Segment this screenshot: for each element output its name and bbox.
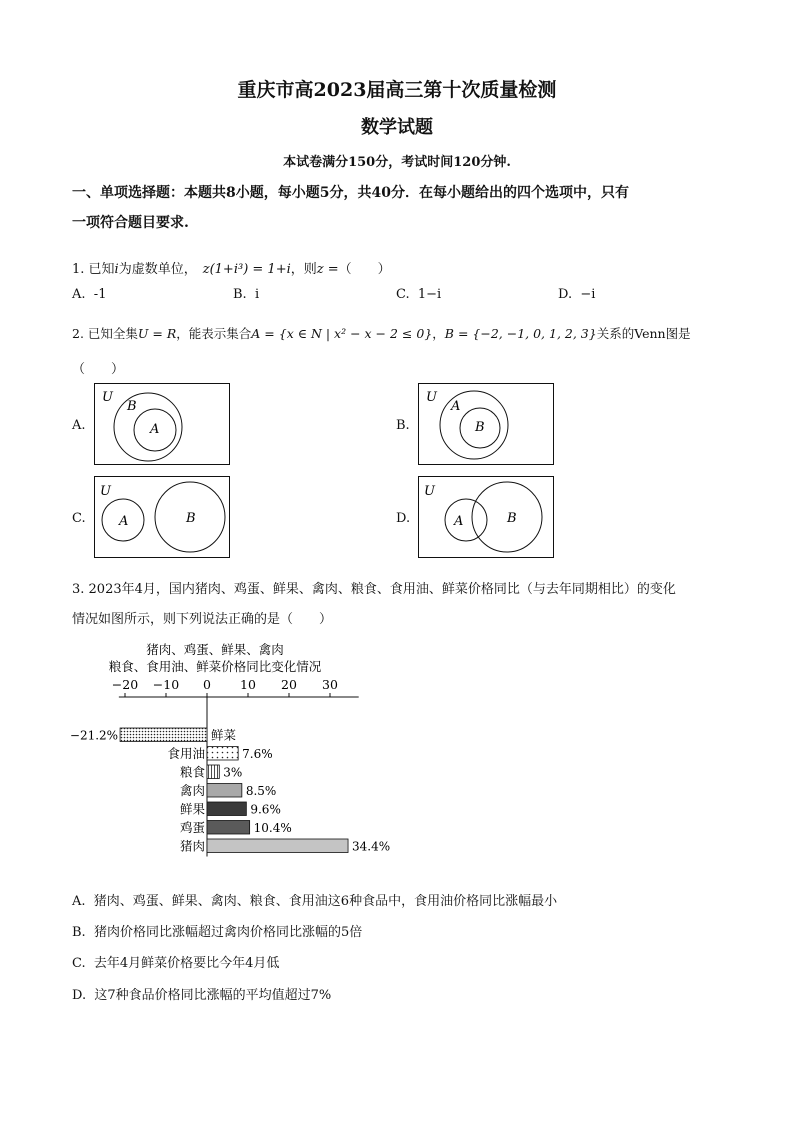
q2-set-a: A = {x ∈ N | x² − x − 2 ≤ 0} — [251, 326, 433, 341]
category-label: 鲜菜 — [211, 727, 237, 743]
q2-paren: （ ） — [72, 362, 125, 377]
venn-diagram-d[interactable] — [418, 476, 554, 558]
question-3-stem-cont: 情况如图所示，则下列说法正确的是（ ） — [72, 612, 333, 627]
category-label: 禽肉 — [179, 783, 205, 798]
option-key: C. — [72, 956, 86, 971]
question-1-stem — [72, 258, 391, 277]
option-text: 猪肉价格同比涨幅超过禽肉价格同比涨幅的5倍 — [93, 925, 363, 940]
q1-z-eq: z = — [316, 262, 339, 277]
q1-stem-b: 为虚数单位， — [118, 262, 197, 277]
q1-paren: （ ） — [338, 262, 391, 277]
option-key: A. — [72, 894, 86, 909]
option-text: 猪肉、鸡蛋、鲜果、禽肉、粮食、食用油这6种食品中，食用油价格同比涨幅最小 — [93, 894, 558, 909]
bar-1 — [120, 728, 207, 742]
bar-5 — [207, 802, 246, 816]
x-tick-label: 20 — [281, 677, 297, 692]
q1-i-symbol: i — [114, 262, 119, 277]
q3-option-c[interactable] — [72, 952, 279, 971]
option-text: 去年4月鲜菜价格要比今年4月低 — [93, 956, 280, 971]
venn-c-left-label: A — [119, 514, 129, 529]
option-text: −i — [580, 287, 596, 302]
category-label: 猪肉 — [179, 838, 205, 854]
subject-title: 数学试题 — [361, 117, 433, 138]
q1-option-a[interactable] — [72, 287, 106, 302]
venn-a-inner-label: A — [150, 422, 160, 437]
q1-option-d[interactable] — [558, 287, 595, 302]
venn-a-outer-label: B — [127, 399, 137, 414]
venn-c-right-label: B — [186, 511, 196, 526]
venn-b-u-label: U — [426, 390, 437, 405]
q1-equation: z(1+i³) = 1+i — [202, 262, 291, 277]
price-change-bar-chart — [60, 640, 410, 860]
venn-diagram-c[interactable] — [94, 476, 230, 558]
q3-option-a[interactable] — [72, 890, 557, 909]
q2-set-b: B = {−2, −1, 0, 1, 2, 3} — [444, 326, 597, 341]
value-label: 8.5% — [245, 784, 277, 798]
q3-option-b[interactable] — [72, 921, 362, 940]
section-heading: 一、单项选择题：本题共8小题，每小题5分，共40分．在每小题给出的四个选项中，只有 — [72, 185, 629, 201]
q2-option-a-key[interactable]: A. — [72, 418, 86, 433]
value-label: 3% — [223, 765, 243, 780]
bar-2 — [207, 747, 238, 761]
category-label: 鲜果 — [179, 801, 205, 817]
option-text: -1 — [93, 287, 107, 302]
q2-option-d-key[interactable]: D. — [396, 511, 411, 526]
q2-option-b-key[interactable]: B. — [396, 418, 410, 433]
q1-stem-a: 1. 已知 — [72, 262, 115, 277]
option-key: A. — [72, 287, 86, 302]
value-label: 34.4% — [352, 839, 391, 854]
value-label: 10.4% — [253, 821, 292, 835]
category-label: 食用油 — [167, 746, 205, 761]
q1-stem-c: ，则 — [290, 262, 317, 277]
option-text: 1−i — [417, 287, 442, 302]
x-tick-label: 10 — [240, 677, 256, 692]
option-key: B. — [72, 925, 86, 940]
venn-diagram-a[interactable] — [94, 383, 230, 465]
q2-stem-c: 关系的Venn图是 — [596, 326, 691, 341]
section-heading-cont: 一项符合题目要求. — [72, 215, 189, 231]
question-2-stem — [72, 324, 691, 342]
q2-universal: U = R — [137, 326, 177, 341]
option-key: D. — [72, 988, 87, 1003]
option-key: B. — [233, 287, 247, 302]
bar-3 — [207, 765, 219, 779]
venn-d-u-label: U — [424, 484, 435, 499]
x-tick-label: −10 — [152, 677, 180, 692]
venn-a-u-label: U — [102, 390, 113, 405]
category-label: 粮食 — [179, 764, 205, 780]
x-tick-label: −20 — [111, 677, 139, 692]
bar-6 — [207, 821, 250, 835]
q2-option-c-key[interactable]: C. — [72, 511, 86, 526]
option-text: 这7种食品价格同比涨幅的平均值超过7% — [94, 988, 332, 1003]
venn-b-outer-label: A — [451, 399, 461, 414]
q1-option-c[interactable] — [396, 287, 441, 302]
bar-7 — [207, 839, 348, 853]
exam-note: 本试卷满分150分，考试时间120分钟. — [283, 155, 511, 170]
q2-sep: ， — [432, 326, 445, 341]
venn-d-right-label: B — [507, 511, 517, 526]
exam-title: 重庆市高2023届高三第十次质量检测 — [237, 79, 557, 101]
chart-title-line-2: 粮食、食用油、鲜菜价格同比变化情况 — [108, 659, 322, 674]
option-key: C. — [396, 287, 410, 302]
venn-b-inner-label: B — [475, 420, 485, 435]
q3-option-d[interactable] — [72, 984, 331, 1003]
q2-stem-b: ，能表示集合 — [176, 326, 252, 341]
x-tick-label: 0 — [203, 677, 211, 692]
venn-c-u-label: U — [100, 484, 111, 499]
value-label: 9.6% — [250, 802, 281, 817]
option-key: D. — [558, 287, 573, 302]
value-label: 7.6% — [242, 747, 273, 761]
x-tick-label: 30 — [322, 677, 338, 692]
chart-title-line-1: 猪肉、鸡蛋、鲜果、禽肉 — [146, 642, 284, 657]
q1-option-b[interactable] — [233, 287, 259, 302]
q2-stem-a: 2. 已知全集 — [72, 326, 138, 341]
venn-diagram-b[interactable] — [418, 383, 554, 465]
question-3-stem: 3. 2023年4月，国内猪肉、鸡蛋、鲜果、禽肉、粮食、食用油、鲜菜价格同比（与去年同期相比）的变化 — [72, 582, 676, 597]
category-label: 鸡蛋 — [179, 820, 205, 835]
option-text: i — [254, 287, 260, 302]
value-label: −21.2% — [69, 728, 119, 743]
bar-4 — [207, 784, 242, 798]
venn-d-left-label: A — [454, 514, 464, 529]
